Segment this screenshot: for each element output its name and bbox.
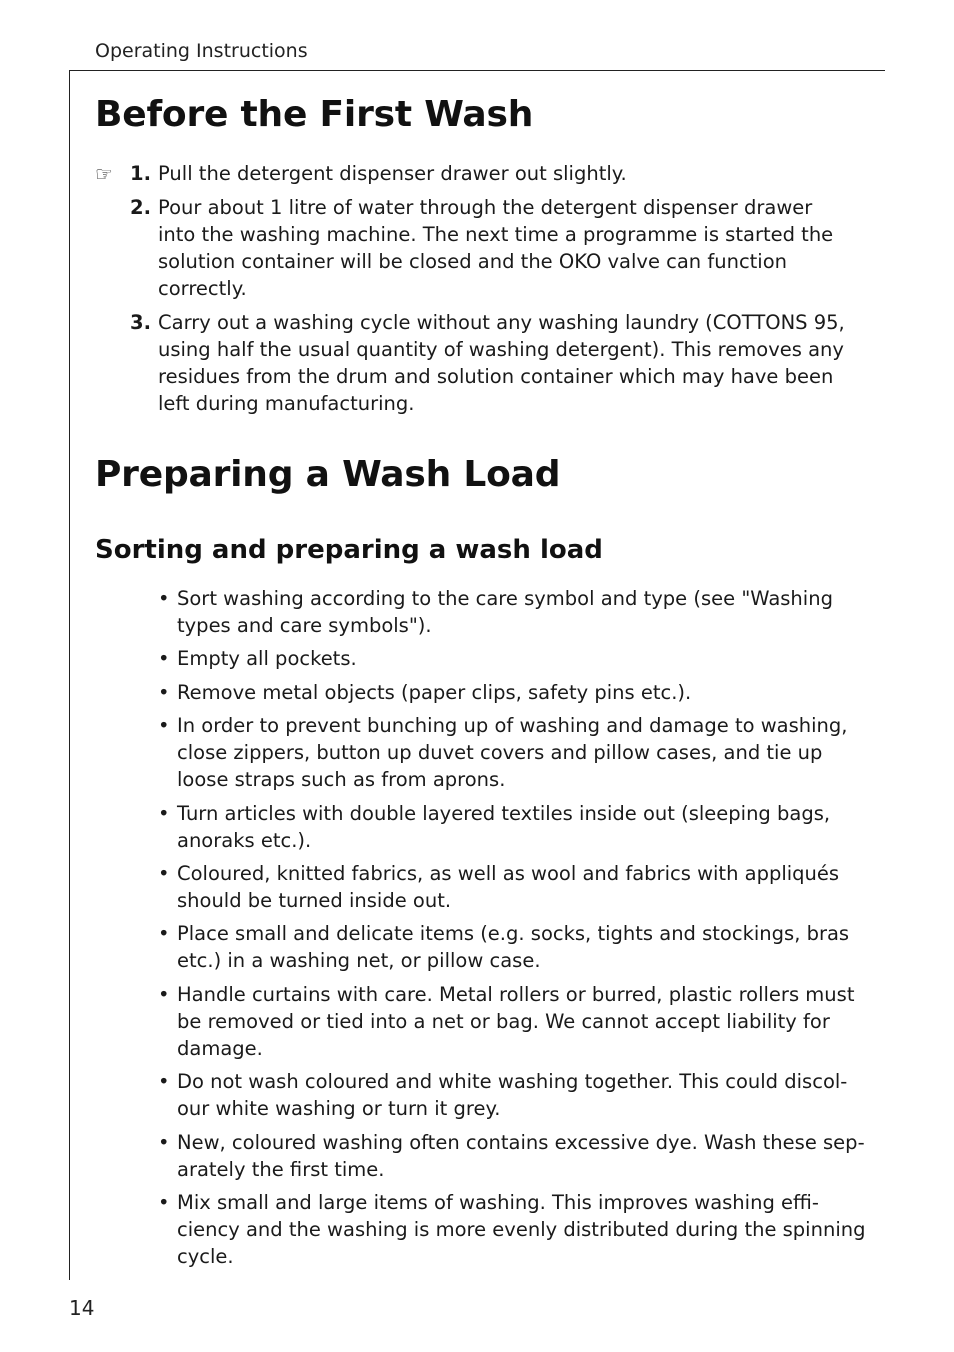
bullet-text: Place small and delicate items (e.g. socks, tights and stockings, bras etc.) in a washing net, or pillow case. <box>177 922 850 973</box>
bullet-text: New, coloured washing often contains excessive dye. Wash these separately the first time. <box>177 1130 865 1181</box>
subsection-title-sorting: Sorting and preparing a wash load <box>95 535 603 565</box>
step-number: 3. <box>130 311 151 334</box>
sorting-bullet-list <box>158 585 868 1276</box>
bullet-dot: • <box>158 1130 170 1154</box>
bullet-item <box>158 1129 868 1183</box>
step-text: Pull the detergent dispenser drawer out slightly. <box>158 162 627 185</box>
bullet-text: Do not wash coloured and white washing together. This could discolour white washing or turn it grey. <box>177 1070 848 1121</box>
bullet-dot: • <box>158 680 170 704</box>
step-text: Carry out a washing cycle without any washing laundry (COTTONS 95, using half the usual quantity of washing detergent). This removes any residues from the drum and solution container which may have been left during manufacturing. <box>158 311 845 415</box>
bullet-text: Remove metal objects (paper clips, safety pins etc.). <box>177 680 692 704</box>
step-item <box>130 309 850 417</box>
bullet-dot: • <box>158 982 170 1006</box>
bullet-dot: • <box>158 1190 170 1214</box>
first-wash-steps <box>130 160 850 424</box>
bullet-text: Empty all pockets. <box>177 647 357 671</box>
page-number: 14 <box>69 1296 95 1320</box>
bullet-item <box>158 1068 868 1122</box>
bullet-dot: • <box>158 1070 170 1094</box>
running-header: Operating Instructions <box>95 40 308 62</box>
bullet-item <box>158 860 868 914</box>
bullet-dot: • <box>158 801 170 825</box>
bullet-text: Sort washing according to the care symbol and type (see "Washing types and care symbols"). <box>177 587 833 637</box>
bullet-text: Mix small and large items of washing. This improves washing efficiency and the washing is more evenly distributed during the spinning cycle. <box>177 1190 866 1268</box>
bullet-item <box>158 920 868 974</box>
header-rule <box>69 70 885 71</box>
bullet-text: Handle curtains with care. Metal rollers or burred, plastic rollers must be removed or tied into a net or bag. We cannot accept liability for damage. <box>177 982 855 1060</box>
section-title-preparing: Preparing a Wash Load <box>95 454 561 495</box>
bullet-dot: • <box>158 922 170 946</box>
bullet-dot: • <box>158 587 170 610</box>
step-number: 1. <box>130 162 151 185</box>
bullet-dot: • <box>158 714 170 738</box>
bullet-text: Turn articles with double layered textiles inside out (sleeping bags, anoraks etc.). <box>177 801 831 852</box>
margin-rule <box>69 70 70 1280</box>
bullet-item <box>158 800 868 854</box>
step-text: Pour about 1 litre of water through the detergent dispenser drawer into the washing machine. The next time a programme is started the solution container will be closed and the OKO valve can function correctly. <box>158 196 834 300</box>
bullet-text: Coloured, knitted fabrics, as well as wool and fabrics with appliqués should be turned inside out. <box>177 861 840 912</box>
bullet-dot: • <box>158 861 170 885</box>
step-item <box>130 160 850 187</box>
step-number: 2. <box>130 196 151 219</box>
bullet-item <box>158 585 868 639</box>
bullet-item <box>158 981 868 1062</box>
bullet-item <box>158 712 868 793</box>
bullet-dot: • <box>158 647 170 671</box>
section-title-first-wash: Before the First Wash <box>95 94 534 135</box>
step-item <box>130 194 850 302</box>
pointing-hand-icon: ☞ <box>95 162 113 186</box>
bullet-text: In order to prevent bunching up of washing and damage to washing, close zippers, button up duvet covers and pillow cases, and tie up loose straps such as from aprons. <box>177 714 848 792</box>
bullet-item <box>158 679 868 706</box>
bullet-item <box>158 1189 868 1270</box>
bullet-item <box>158 645 868 672</box>
